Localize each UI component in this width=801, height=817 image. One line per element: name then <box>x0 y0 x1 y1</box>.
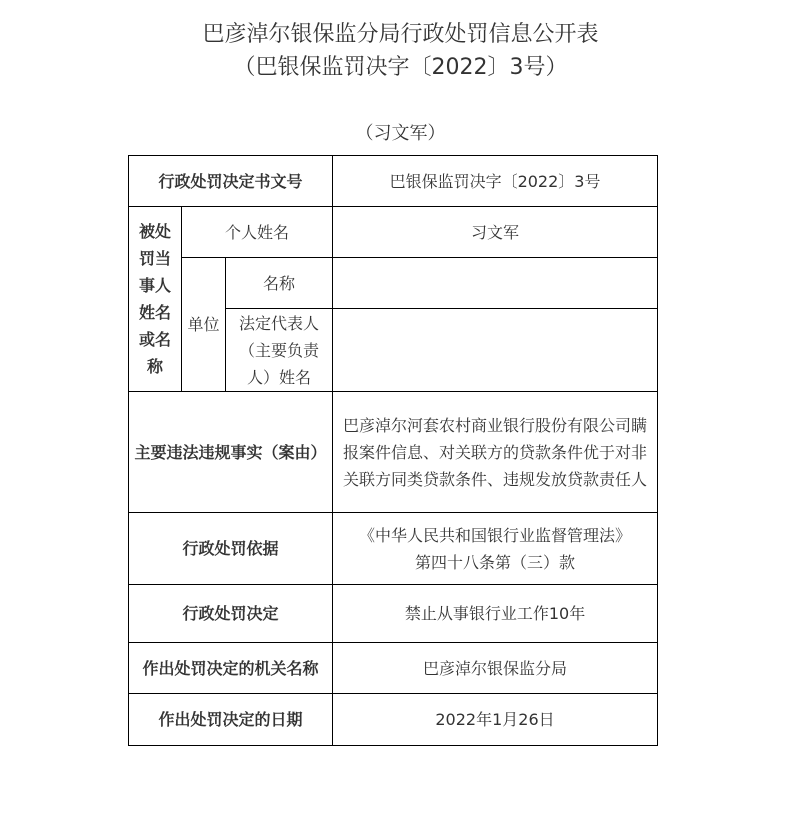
decision-no-value: 巴银保监罚决字〔2022〕3号 <box>333 156 658 207</box>
penalty-info-table <box>128 155 658 746</box>
authority-value: 巴彦淖尔银保监分局 <box>333 643 658 694</box>
person-name-label: 个人姓名 <box>182 207 333 258</box>
authority-label: 作出处罚决定的机关名称 <box>129 643 333 694</box>
table-row <box>129 258 658 309</box>
party-label: 被处罚当事人姓名或名称 <box>129 207 182 392</box>
unit-name-value <box>333 258 658 309</box>
table-row <box>129 392 658 513</box>
table-row <box>129 585 658 643</box>
legal-rep-value <box>333 309 658 392</box>
basis-label: 行政处罚依据 <box>129 513 333 585</box>
basis-law: 《中华人民共和国银行业监督管理法》 <box>359 525 632 545</box>
table-row <box>129 513 658 585</box>
unit-label: 单位 <box>182 258 226 392</box>
date-value: 2022年1月26日 <box>333 694 658 746</box>
person-name-value: 习文军 <box>333 207 658 258</box>
table-row <box>129 156 658 207</box>
subject-name: （习文军） <box>355 123 446 144</box>
table-row <box>129 694 658 746</box>
basis-value <box>333 513 658 585</box>
table-row <box>129 207 658 258</box>
page-title: 巴彦淖尔银保监分局行政处罚信息公开表 <box>202 22 599 47</box>
legal-rep-label: 法定代表人（主要负责人）姓名 <box>226 309 333 392</box>
basis-article: 第四十八条第（三）款 <box>415 552 576 572</box>
date-label: 作出处罚决定的日期 <box>129 694 333 746</box>
unit-name-label: 名称 <box>226 258 333 309</box>
violation-value: 巴彦淖尔河套农村商业银行股份有限公司瞒报案件信息、对关联方的贷款条件优于对非关联方同类贷款条件、违规发放贷款责任人 <box>333 392 658 513</box>
decision-value: 禁止从事银行业工作10年 <box>333 585 658 643</box>
decision-no-label: 行政处罚决定书文号 <box>129 156 333 207</box>
decision-label: 行政处罚决定 <box>129 585 333 643</box>
document-number-subtitle: （巴银保监罚决字〔2022〕3号） <box>233 55 568 80</box>
table-row <box>129 643 658 694</box>
violation-label: 主要违法违规事实（案由） <box>129 392 333 513</box>
